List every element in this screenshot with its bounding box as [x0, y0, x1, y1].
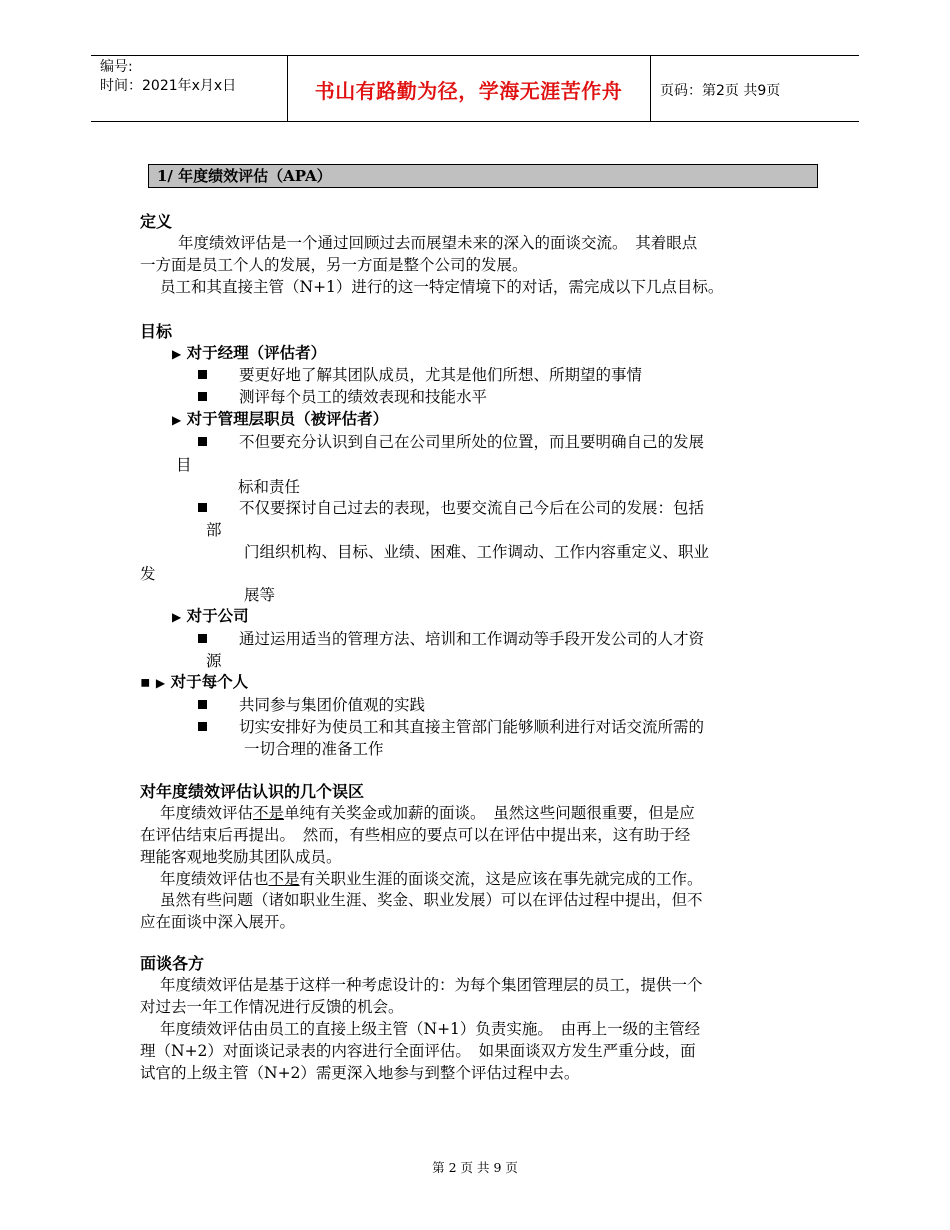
definition-line-3: 员工和其直接主管（N+1）进行的这一特定情境下的对话，需完成以下几点目标。: [160, 278, 724, 296]
definition-heading: 定义: [140, 212, 173, 231]
parties-p2-line-2: 理（N+2）对面谈记录表的内容进行全面评估。 如果面谈双方发生严重分歧，面: [140, 1042, 696, 1060]
goal-staff-item-2-wrap-2: 发: [140, 565, 156, 583]
goal-individual-item-1: 共同参与集团价值观的实践: [198, 694, 425, 716]
square-bullet-icon: [198, 392, 207, 401]
header-motto: 书山有路勤为径，学海无涯苦作舟: [314, 78, 623, 103]
square-bullet-icon: [198, 370, 207, 379]
triangle-bullet-icon: ▶: [172, 610, 182, 624]
square-bullet-icon: [198, 722, 207, 731]
triangle-bullet-icon: ▶: [172, 347, 182, 361]
misconceptions-p1-line-2: 在评估结束后再提出。 然而，有些相应的要点可以在评估中提出来，这有助于经: [140, 826, 691, 844]
square-bullet-icon: [198, 634, 207, 643]
goal-staff-item-1-wrap: 目: [176, 456, 192, 474]
goals-heading: 目标: [140, 322, 173, 341]
goal-staff-item-2-cont-2: 展等: [244, 586, 276, 604]
parties-heading: 面谈各方: [140, 954, 205, 973]
goal-manager-item-1: 要更好地了解其团队成员，尤其是他们所想、所期望的事情: [198, 364, 642, 386]
misconceptions-p3-line-2: 应在面谈中深入展开。: [140, 913, 296, 931]
goal-individual-title: ▪ ▶ 对于每个人: [140, 673, 249, 691]
header-page-info: 页码：第2页 共9页: [660, 83, 781, 99]
goal-staff-item-2-wrap-1: 部: [206, 521, 222, 539]
header-divider-right: [650, 55, 651, 122]
misconceptions-p1-line-1: 年度绩效评估不是单纯有关奖金或加薪的面谈。 虽然这些问题很重要，但是应: [160, 804, 695, 822]
definition-line-1: 年度绩效评估是一个通过回顾过去而展望未来的深入的面谈交流。 其着眼点: [178, 234, 698, 252]
goal-company-item-1-wrap: 源: [206, 652, 222, 670]
page-footer: 第 2 页 共 9 页: [432, 1160, 518, 1175]
goal-company-item-1: 通过运用适当的管理方法、培训和工作调动等手段开发公司的人才资: [198, 628, 704, 650]
goal-company-title: ▶ 对于公司: [172, 607, 249, 625]
goal-staff-item-2-cont-1: 门组织机构、目标、业绩、困难、工作调动、工作内容重定义、职业: [244, 543, 710, 561]
goal-manager-title: ▶ 对于经理（评估者）: [172, 344, 327, 362]
goal-staff-item-2: 不仅要探讨自己过去的表现，也要交流自己今后在公司的发展：包括: [198, 497, 704, 519]
goal-individual-item-2-cont: 一切合理的准备工作: [244, 740, 384, 758]
parties-p1-line-1: 年度绩效评估是基于这样一种考虑设计的：为每个集团管理层的员工，提供一个: [160, 976, 703, 994]
misconceptions-p2: 年度绩效评估也不是有关职业生涯的面谈交流，这是应该在事先就完成的工作。: [160, 870, 703, 888]
serial-label: 编号:: [100, 59, 133, 75]
goal-manager-item-2: 测评每个员工的绩效表现和技能水平: [198, 386, 487, 408]
definition-line-2: 一方面是员工个人的发展，另一方面是整个公司的发展。: [140, 256, 528, 274]
goal-staff-item-1: 不但要充分认识到自己在公司里所处的位置，而且要明确自己的发展: [198, 431, 704, 453]
parties-p2-line-1: 年度绩效评估由员工的直接上级主管（N+1）负责实施。 由再上一级的主管经: [160, 1020, 701, 1038]
parties-p2-line-3: 试官的上级主管（N+2）需更深入地参与到整个评估过程中去。: [140, 1064, 580, 1082]
misconceptions-p1-line-3: 理能客观地奖励其团队成员。: [140, 848, 342, 866]
time-label: 时间：2021年x月x日: [100, 78, 237, 94]
square-bullet-icon: [198, 437, 207, 446]
section-title: 1/ 年度绩效评估（APA）: [148, 164, 818, 188]
misconceptions-heading: 对年度绩效评估认识的几个误区: [140, 782, 365, 801]
goal-individual-item-2: 切实安排好为使员工和其直接主管部门能够顺利进行对话交流所需的: [198, 716, 704, 738]
small-square-bullet-icon: ▪: [140, 673, 151, 691]
square-bullet-icon: [198, 503, 207, 512]
header-meta: [100, 58, 236, 96]
triangle-bullet-icon: ▶: [155, 676, 166, 690]
goal-staff-item-1-cont: 标和责任: [238, 478, 301, 496]
triangle-bullet-icon: ▶: [172, 413, 182, 427]
goal-staff-title: ▶ 对于管理层职员（被评估者）: [172, 410, 389, 428]
parties-p1-line-2: 对过去一年工作情况进行反馈的机会。: [140, 998, 404, 1016]
misconceptions-p3-line-1: 虽然有些问题（诸如职业生涯、奖金、职业发展）可以在评估过程中提出，但不: [160, 891, 703, 909]
square-bullet-icon: [198, 700, 207, 709]
